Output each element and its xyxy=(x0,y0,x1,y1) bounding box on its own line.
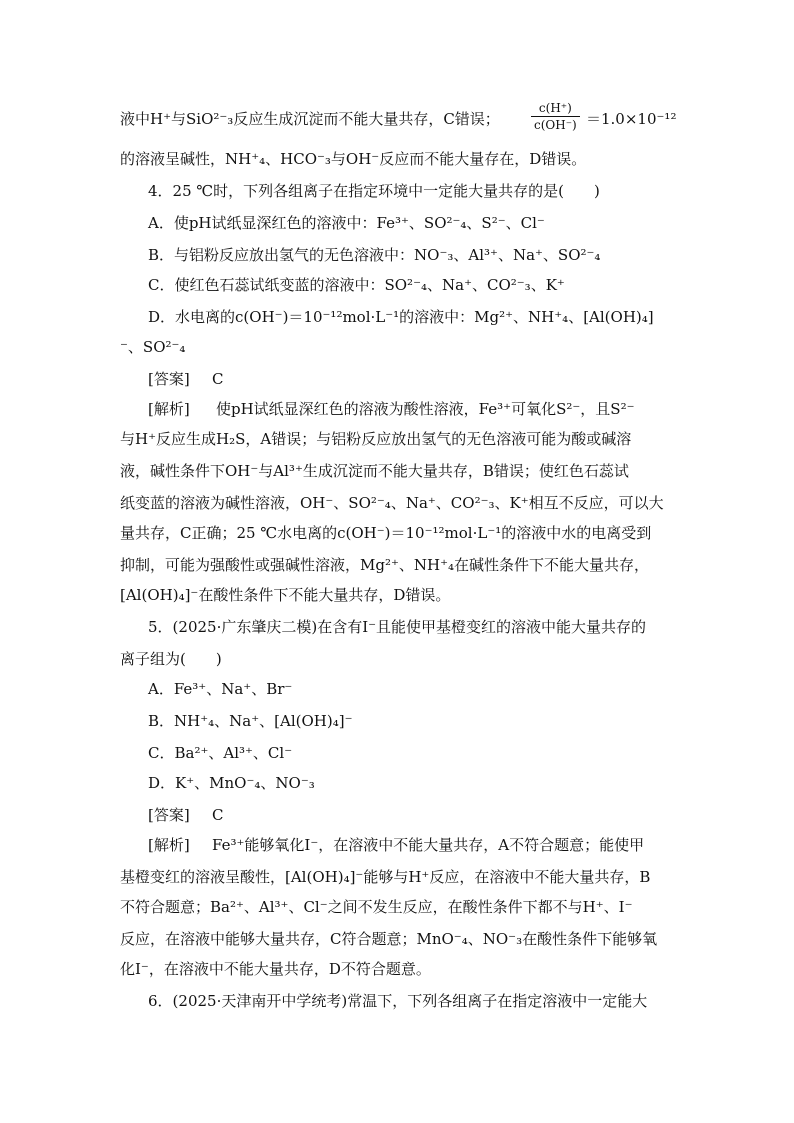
q5-answer-value: C xyxy=(212,806,224,824)
q5-stem-line-2 xyxy=(0,644,794,674)
q5-option-d-text: D．K⁺、MnO⁻₄、NO⁻₃ xyxy=(148,774,315,792)
q4-analysis-line-2 xyxy=(0,424,794,454)
q4-analysis-text: 与H⁺反应生成H₂S，A错误；与铝粉反应放出氢气的无色溶液可能为酸或碱溶 xyxy=(120,430,632,448)
q4-option-a-text: A．使pH试纸显深红色的溶液中：Fe³⁺、SO²⁻₄、S²⁻、Cl⁻ xyxy=(148,214,545,232)
q4-option-a xyxy=(0,208,794,238)
q4-option-b-text: B．与铝粉反应放出氢气的无色溶液中：NO⁻₃、Al³⁺、Na⁺、SO²⁻₄ xyxy=(148,246,601,264)
q4-analysis-text: 抑制，可能为强酸性或强碱性溶液，Mg²⁺、NH⁺₄在碱性条件下不能大量共存， xyxy=(120,556,650,574)
q4-analysis-text: 使pH试纸显深红色的溶液为酸性溶液，Fe³⁺可氧化S²⁻，且S²⁻ xyxy=(216,400,635,418)
q4-option-b xyxy=(0,240,794,270)
q5-analysis-line-5 xyxy=(0,954,794,984)
continuation-line-2 xyxy=(0,144,794,174)
q4-option-d-line-2 xyxy=(0,332,794,362)
q4-stem-text: 4．25 ℃时，下列各组离子在指定环境中一定能大量共存的是( ) xyxy=(148,182,600,200)
q4-analysis-line-3 xyxy=(0,456,794,486)
q4-option-c xyxy=(0,270,794,300)
continuation-text-before: 液中H⁺与SiO²⁻₃反应生成沉淀而不能大量共存，C错误； xyxy=(120,110,500,128)
q5-option-a-text: A．Fe³⁺、Na⁺、Br⁻ xyxy=(148,680,293,698)
q4-answer-label: [答案] xyxy=(148,370,190,388)
q5-analysis-line-2 xyxy=(0,862,794,892)
continuation-text-after: ＝1.0×10⁻¹² xyxy=(586,110,677,128)
q5-analysis-text: 基橙变红的溶液呈酸性，[Al(OH)₄]⁻能够与H⁺反应，在溶液中不能大量共存，B xyxy=(120,868,651,886)
q5-analysis-text: 化I⁻，在溶液中不能大量共存，D不符合题意。 xyxy=(120,960,431,978)
fraction-denominator: c(OH⁻) xyxy=(534,118,577,132)
q5-analysis-line-1 xyxy=(0,830,794,860)
q4-analysis-line-6 xyxy=(0,550,794,580)
q5-stem-line-1 xyxy=(0,612,794,642)
q4-analysis-text: [Al(OH)₄]⁻在酸性条件下不能大量共存，D错误。 xyxy=(120,586,451,604)
q4-option-d-line-1 xyxy=(0,302,794,332)
q4-analysis-label: [解析] xyxy=(148,400,190,418)
q4-analysis-line-1 xyxy=(0,394,794,424)
q5-option-b xyxy=(0,706,794,736)
q4-stem xyxy=(0,176,794,206)
q5-analysis-label: [解析] xyxy=(148,836,190,854)
fraction-numerator: c(H⁺) xyxy=(531,100,580,117)
q5-answer xyxy=(0,800,794,830)
q4-answer-value: C xyxy=(212,370,224,388)
q6-stem-line-1 xyxy=(0,986,794,1016)
continuation-line-1 xyxy=(0,94,794,144)
q5-option-a xyxy=(0,674,794,704)
q4-analysis-line-7 xyxy=(0,580,794,610)
q5-analysis-text: Fe³⁺能够氧化I⁻，在溶液中不能大量共存，A不符合题意；能使甲 xyxy=(212,836,645,854)
q5-analysis-text: 反应，在溶液中能够大量共存，C符合题意；MnO⁻₄、NO⁻₃在酸性条件下能够氧 xyxy=(120,930,658,948)
q6-stem-text-1: 6．(2025·天津南开中学统考)常温下，下列各组离子在指定溶液中一定能大 xyxy=(148,992,648,1010)
q5-option-c xyxy=(0,738,794,768)
q4-option-d-text-2: ⁻、SO²⁻₄ xyxy=(120,338,186,356)
q4-option-d-text-1: D．水电离的c(OH⁻)＝10⁻¹²mol·L⁻¹的溶液中：Mg²⁺、NH⁺₄、[Al(OH)₄] xyxy=(148,308,654,326)
q5-option-b-text: B．NH⁺₄、Na⁺、[Al(OH)₄]⁻ xyxy=(148,712,353,730)
q4-analysis-line-4 xyxy=(0,488,794,518)
q4-option-c-text: C．使红色石蕊试纸变蓝的溶液中：SO²⁻₄、Na⁺、CO²⁻₃、K⁺ xyxy=(148,276,565,294)
q4-answer xyxy=(0,364,794,394)
q5-option-d xyxy=(0,768,794,798)
q4-analysis-text: 纸变蓝的溶液为碱性溶液，OH⁻、SO²⁻₄、Na⁺、CO²⁻₃、K⁺相互不反应，可以大 xyxy=(120,494,664,512)
q5-analysis-text: 不符合题意；Ba²⁺、Al³⁺、Cl⁻之间不发生反应，在酸性条件下都不与H⁺、I⁻ xyxy=(120,898,633,916)
q5-answer-label: [答案] xyxy=(148,806,190,824)
q4-analysis-text: 量共存，C正确；25 ℃水电离的c(OH⁻)＝10⁻¹²mol·L⁻¹的溶液中水的电离受到 xyxy=(120,524,652,542)
q5-stem-text-1: 5．(2025·广东肇庆二模)在含有I⁻且能使甲基橙变红的溶液中能大量共存的 xyxy=(148,618,647,636)
q5-stem-text-2: 离子组为( ) xyxy=(120,650,222,668)
continuation-text-2: 的溶液呈碱性，NH⁺₄、HCO⁻₃与OH⁻反应而不能大量存在，D错误。 xyxy=(120,150,587,168)
q4-analysis-line-5 xyxy=(0,518,794,548)
q5-option-c-text: C．Ba²⁺、Al³⁺、Cl⁻ xyxy=(148,744,293,762)
q5-analysis-line-3 xyxy=(0,892,794,922)
concentration-ratio-fraction xyxy=(531,100,580,133)
q5-analysis-line-4 xyxy=(0,924,794,954)
q4-analysis-text: 液，碱性条件下OH⁻与Al³⁺生成沉淀而不能大量共存，B错误；使红色石蕊试 xyxy=(120,462,629,480)
